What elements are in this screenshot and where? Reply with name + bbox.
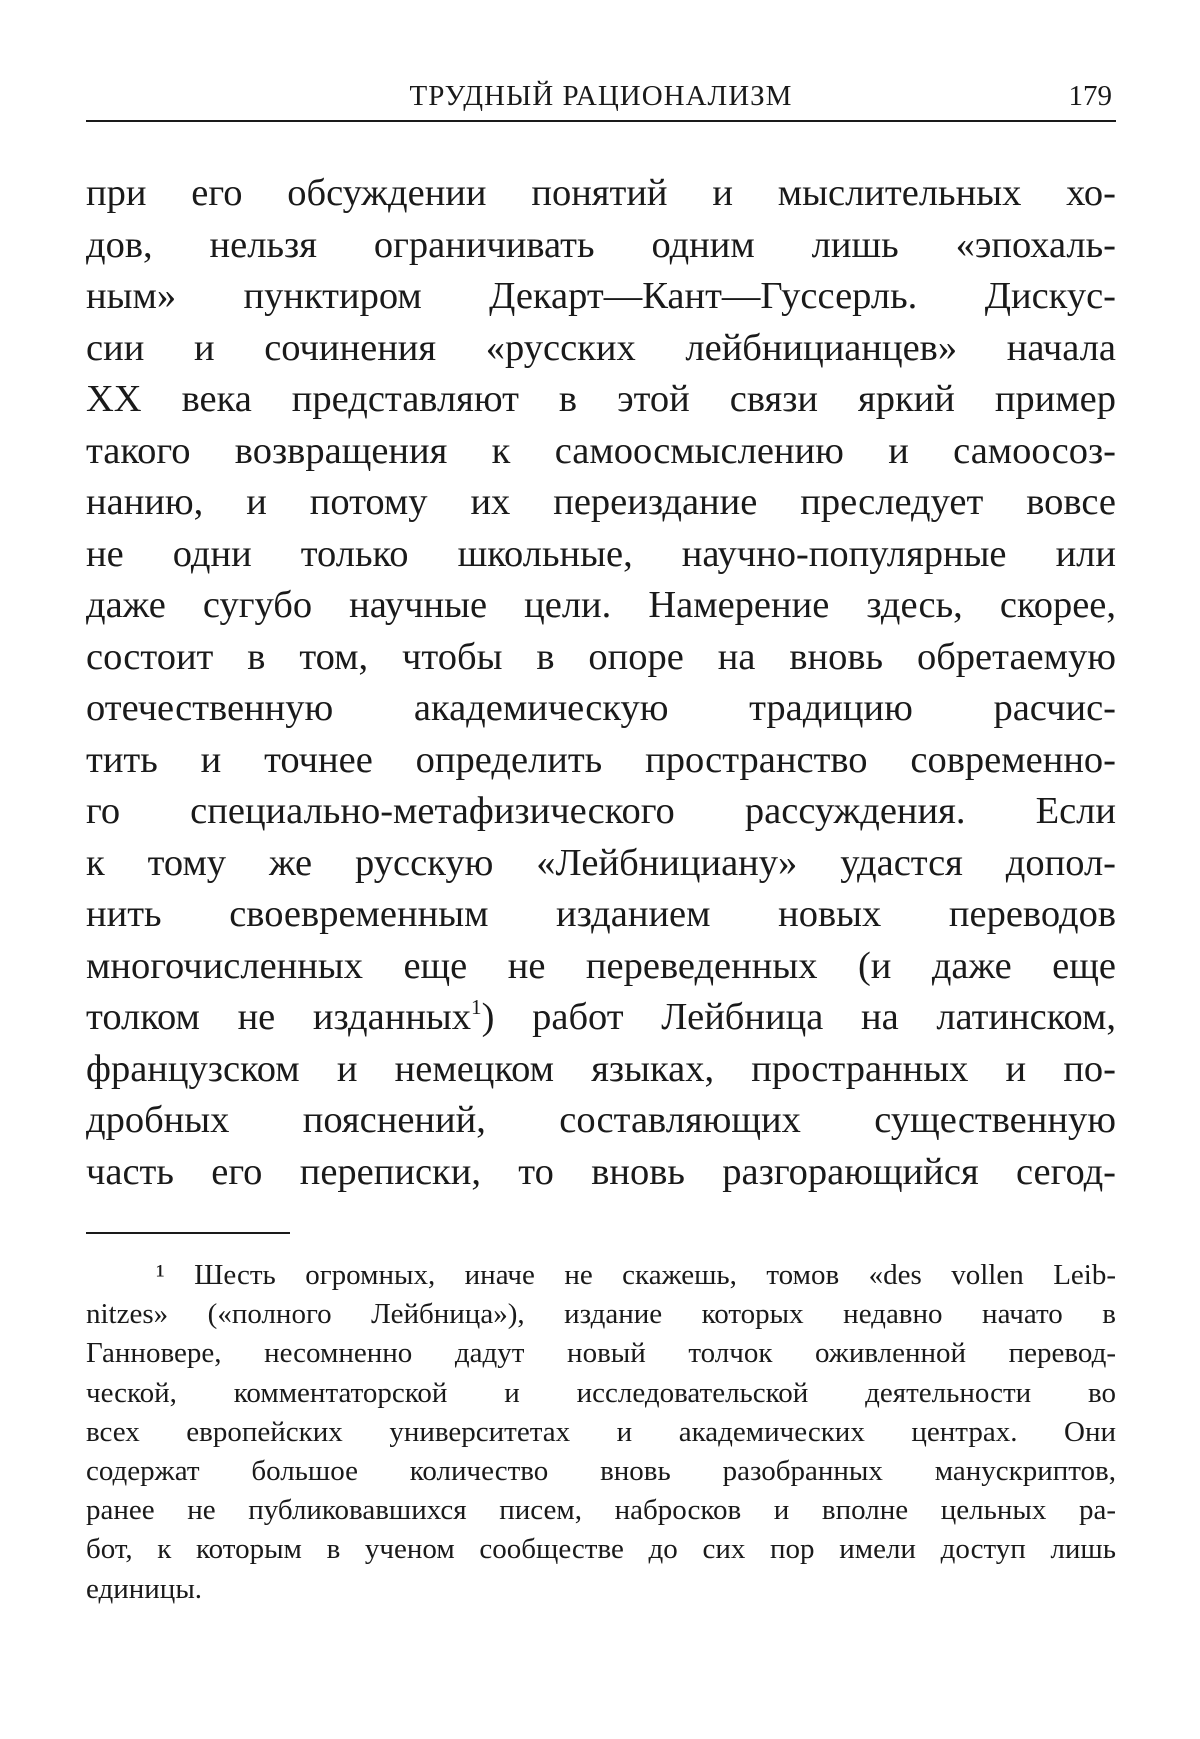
page-number: 179: [1068, 80, 1112, 112]
text-line: состоит в том, чтобы в опоре на вновь обретаемую: [86, 635, 1116, 678]
footnote: [86, 1256, 1116, 1609]
running-header: [86, 76, 1116, 122]
footnote-line: содержат большое количество вновь разобранных манускриптов,: [86, 1455, 1116, 1488]
running-title: ТРУДНЫЙ РАЦИОНАЛИЗМ: [409, 80, 793, 112]
text-fragment: ) работ Лейбница на латинском,: [481, 996, 1116, 1038]
main-text: [86, 168, 1116, 1198]
text-line: не одни только школьные, научно-популярные или: [86, 532, 1116, 575]
text-line: ным» пунктиром Декарт—Кант—Гуссерль. Дискус-: [86, 275, 1116, 317]
text-line: дробных пояснений, составляющих существенную: [86, 1099, 1116, 1141]
footnote-ref-marker: 1: [471, 995, 482, 1020]
text-line: при его обсуждении понятий и мыслительных хо-: [86, 172, 1116, 214]
text-line: сии и сочинения «русских лейбницианцев» начала: [86, 326, 1116, 369]
text-line: даже сугубо научные цели. Намерение здесь, скорее,: [86, 584, 1116, 626]
text-line: отечественную академическую традицию расчис-: [86, 687, 1116, 729]
footnote-line: Ганновере, несомненно дадут новый толчок оживленной перевод-: [86, 1337, 1116, 1370]
text-line-with-footnote-ref: [86, 992, 1116, 1044]
footnote-line: всех европейских университетах и академических центрах. Они: [86, 1415, 1116, 1448]
footnote-line: единицы.: [86, 1572, 203, 1605]
text-line: такого возвращения к самоосмыслению и самоосоз-: [86, 429, 1116, 472]
text-fragment: толком не изданных: [86, 996, 472, 1038]
text-line: XX века представляют в этой связи яркий пример: [86, 378, 1116, 420]
text-line: французском и немецком языках, пространных и по-: [86, 1047, 1116, 1090]
footnote-line: ранее не публиковавшихся писем, набросков и вполне цельных ра-: [86, 1494, 1116, 1527]
footnote-divider: [86, 1232, 290, 1234]
text-line: дов, нельзя ограничивать одним лишь «эпохаль-: [86, 223, 1116, 266]
text-line: к тому же русскую «Лейбницианy» удастся допол-: [86, 841, 1116, 884]
text-line: го специально-метафизического рассуждения. Если: [86, 790, 1116, 832]
footnote-line: ¹ Шесть огромных, иначе не скажешь, томов «des vollen Leib-: [156, 1259, 1116, 1291]
text-line: часть его переписки, то вновь разгорающийся сегод-: [86, 1150, 1116, 1193]
book-page: [86, 76, 1116, 1609]
text-line: нанию, и потому их переиздание преследует вовсе: [86, 481, 1116, 523]
text-line: тить и точнее определить пространство современно-: [86, 738, 1116, 781]
text-line: нить своевременным изданием новых переводов: [86, 893, 1116, 935]
footnote-line: nitzes» («полного Лейбница»), издание которых недавно начато в: [86, 1298, 1116, 1331]
text-line: многочисленных еще не переведенных (и даже еще: [86, 944, 1116, 987]
footnote-line: ческой, комментаторской и исследовательской деятельности во: [86, 1376, 1116, 1409]
footnote-line: бот, к которым в ученом сообществе до сих пор имели доступ лишь: [86, 1533, 1116, 1566]
